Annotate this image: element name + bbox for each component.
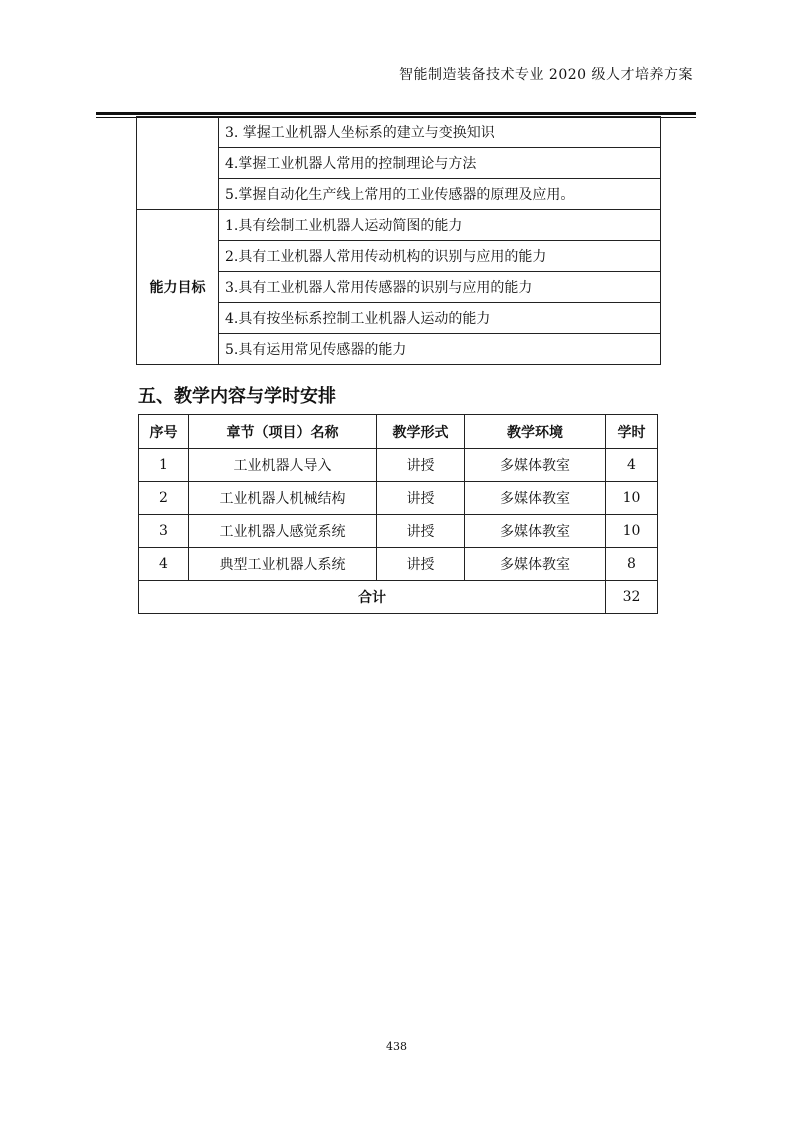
- table-cell: 讲授: [377, 449, 465, 482]
- table-row: [139, 515, 658, 548]
- column-header: 教学环境: [465, 415, 606, 449]
- table-cell: 8: [606, 548, 658, 581]
- column-header: 学时: [606, 415, 658, 449]
- table-cell: 2: [139, 482, 189, 515]
- table-cell: 工业机器人导入: [189, 449, 377, 482]
- table-cell: 10: [606, 482, 658, 515]
- table-cell: 讲授: [377, 548, 465, 581]
- table-cell: 4: [606, 449, 658, 482]
- ability-goal-item: 1.具有绘制工业机器人运动简图的能力: [219, 210, 661, 241]
- column-header: 序号: [139, 415, 189, 449]
- table-header-row: [139, 415, 658, 449]
- page-number: 438: [386, 1040, 407, 1053]
- knowledge-goal-item: 4.掌握工业机器人常用的控制理论与方法: [219, 148, 661, 179]
- course-goals-table: [136, 116, 661, 365]
- ability-goal-item: 3.具有工业机器人常用传感器的识别与应用的能力: [219, 272, 661, 303]
- column-header: 章节（项目）名称: [189, 415, 377, 449]
- table-row: [137, 117, 661, 148]
- table-row: [139, 482, 658, 515]
- table-cell: 工业机器人机械结构: [189, 482, 377, 515]
- table-cell: 多媒体教室: [465, 482, 606, 515]
- section-title: 五、教学内容与学时安排: [138, 386, 336, 407]
- table-cell: 多媒体教室: [465, 449, 606, 482]
- table-cell: 典型工业机器人系统: [189, 548, 377, 581]
- table-cell: 多媒体教室: [465, 515, 606, 548]
- ability-goal-item: 2.具有工业机器人常用传动机构的识别与应用的能力: [219, 241, 661, 272]
- ability-goal-item: 5.具有运用常见传感器的能力: [219, 334, 661, 365]
- table-row: [139, 548, 658, 581]
- table-cell: 讲授: [377, 515, 465, 548]
- total-label: 合计: [139, 581, 606, 614]
- table-cell: 多媒体教室: [465, 548, 606, 581]
- table-cell: 1: [139, 449, 189, 482]
- schedule-table: [138, 414, 658, 614]
- table-cell: 4: [139, 548, 189, 581]
- knowledge-goal-item: 3. 掌握工业机器人坐标系的建立与变换知识: [219, 117, 661, 148]
- total-row: [139, 581, 658, 614]
- ability-goal-item: 4.具有按坐标系控制工业机器人运动的能力: [219, 303, 661, 334]
- table-cell: 讲授: [377, 482, 465, 515]
- header-rule-thick: [96, 112, 696, 115]
- table-cell: 工业机器人感觉系统: [189, 515, 377, 548]
- table-cell: 3: [139, 515, 189, 548]
- running-header: 智能制造装备技术专业 2020 级人才培养方案: [398, 67, 693, 83]
- knowledge-goals-label-cell: [137, 117, 219, 210]
- total-value: 32: [606, 581, 658, 614]
- table-row: [139, 449, 658, 482]
- ability-goals-label: 能力目标: [137, 210, 219, 365]
- column-header: 教学形式: [377, 415, 465, 449]
- table-row: [137, 210, 661, 241]
- knowledge-goal-item: 5.掌握自动化生产线上常用的工业传感器的原理及应用。: [219, 179, 661, 210]
- table-cell: 10: [606, 515, 658, 548]
